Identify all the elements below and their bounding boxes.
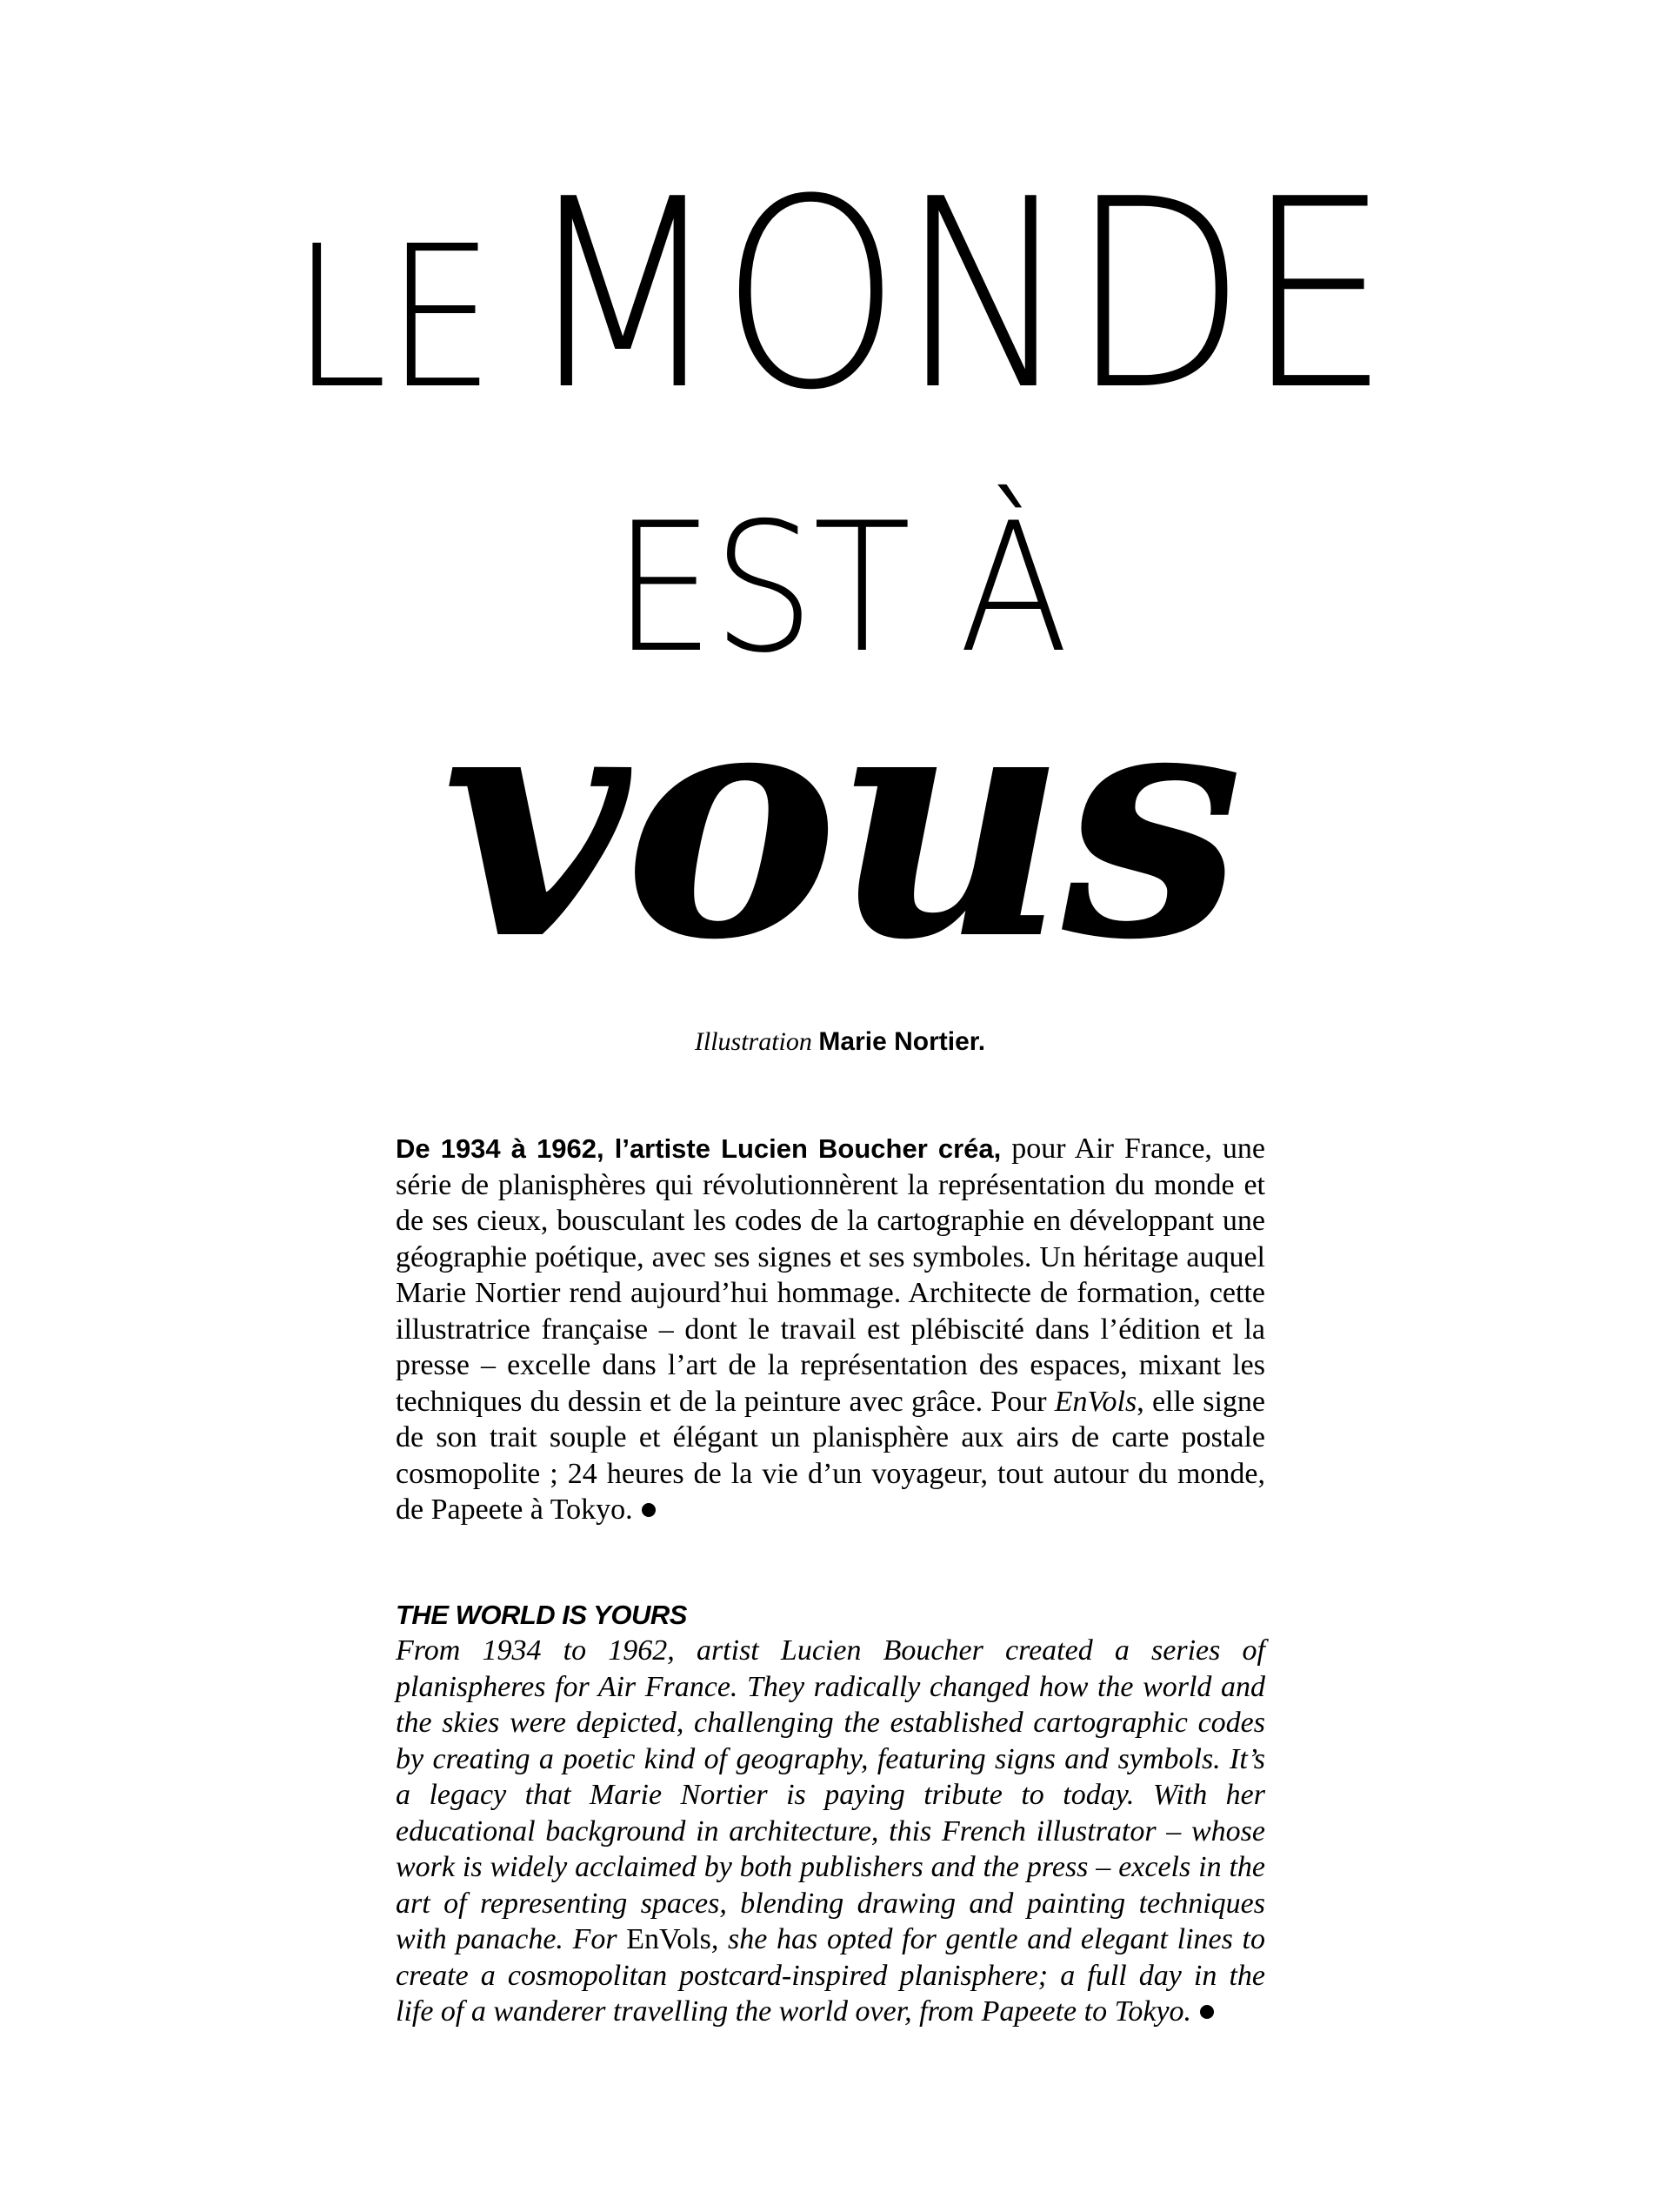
title-word-le: LE xyxy=(291,204,494,432)
illustration-credit xyxy=(0,1025,1680,1059)
title-line-2: EST À xyxy=(612,485,1068,692)
credit-label: Illustration xyxy=(694,1027,812,1056)
english-heading: THE WORLD IS YOURS xyxy=(396,1600,687,1630)
english-paragraph xyxy=(396,1633,1265,2030)
end-bullet-icon xyxy=(1200,2005,1214,2019)
french-lead: De 1934 à 1962, l’artiste Lucien Boucher créa, xyxy=(396,1133,1002,1164)
title-word-monde: MONDE xyxy=(523,144,1389,447)
title-line-1 xyxy=(101,144,1579,447)
french-magazine-name: EnVols xyxy=(1054,1385,1137,1418)
english-text-part2: , she has opted for gentle and elegant lines to create a cosmopolitan postcard-inspired planisphere; a full day in the life of a wanderer travelling the world over, from Papeete to Tokyo. xyxy=(396,1923,1265,2028)
title-line-3: vous xyxy=(442,633,1238,1011)
french-paragraph xyxy=(396,1131,1265,1528)
english-text-part1: From 1934 to 1962, artist Lucien Boucher created a series of planispheres for Air France. They radically changed how the world and the skies were depicted, challenging the established cartographic codes by creating a poetic kind of geography, featuring signs and symbols. It’s a legacy that Marie Nortier is paying tribute to today. With her educational background in architecture, this French illustrator – whose work is widely acclaimed by both publishers and the press – excels in the art of representing spaces, blending drawing and painting techniques with panache. For xyxy=(396,1634,1265,1955)
credit-name: Marie Nortier. xyxy=(818,1027,986,1056)
french-text-part2: , elle signe de son trait souple et élégant un planisphère aux airs de carte postale cosmopolite ; 24 heures de la vie d’un voyageur, tout autour du monde, de Papeete à Tokyo. xyxy=(396,1385,1266,1526)
french-text-part1: pour Air France, une série de planisphères qui révolutionnèrent la représentation du monde et de ses cieux, bousculant les codes de la cartographie en développant une géographie poétique, avec ses signes et ses symboles. Un héritage auquel Marie Nortier rend aujourd’hui hommage. Architecte de formation, cette illustratrice française – dont le travail est plébiscité dans l’édition et la presse – excelle dans l’art de la représentation des espaces, mixant les techniques du dessin et de la peinture avec grâce. Pour xyxy=(396,1133,1265,1418)
end-bullet-icon xyxy=(642,1503,656,1517)
english-magazine-name: EnVols xyxy=(626,1923,711,1955)
